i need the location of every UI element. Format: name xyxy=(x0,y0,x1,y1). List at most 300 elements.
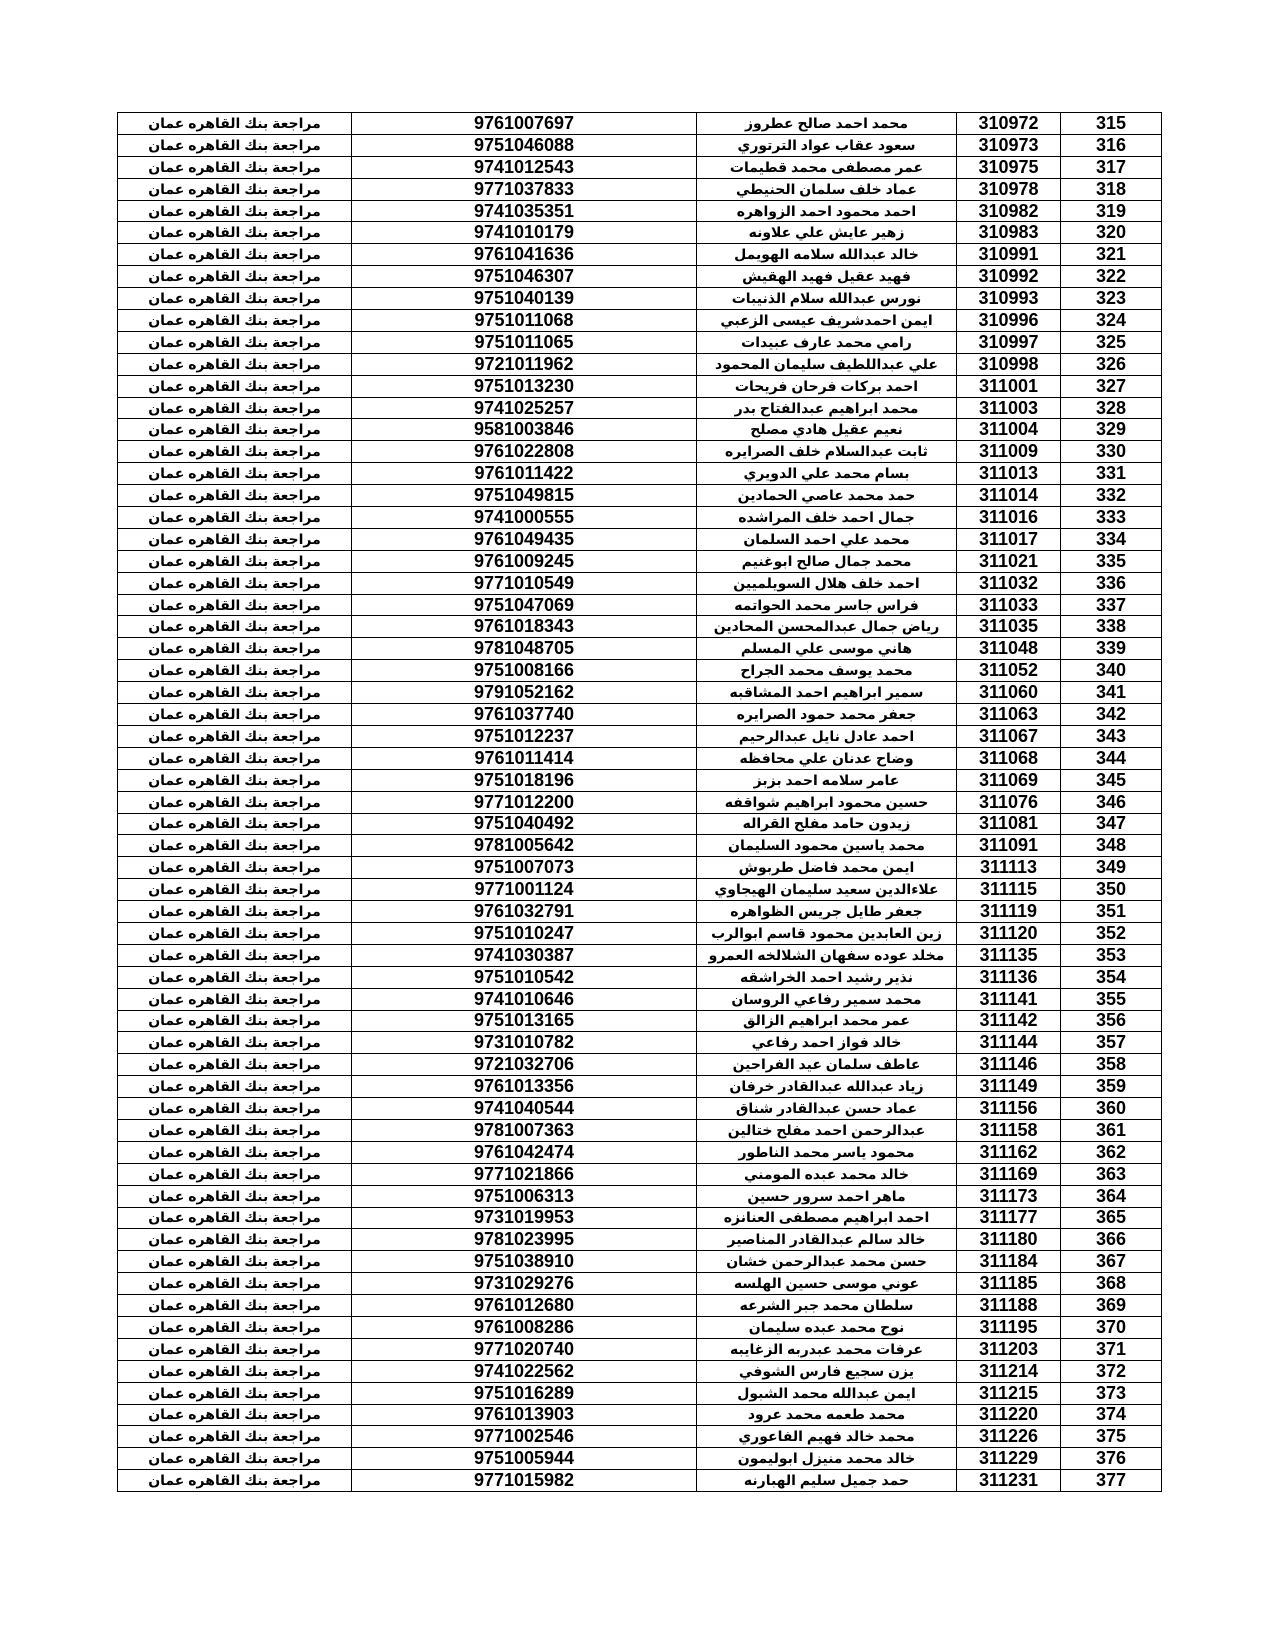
national-id-cell: 9721011962 xyxy=(352,353,697,375)
person-name-cell: حسن محمد عبدالرحمن خشان xyxy=(697,1251,957,1273)
table-row xyxy=(118,572,1162,594)
table-row xyxy=(118,244,1162,266)
review-note-cell: مراجعة بنك القاهره عمان xyxy=(118,572,352,594)
serial-number-cell: 354 xyxy=(1061,966,1162,988)
person-name-cell: زيدون حامد مفلح القراله xyxy=(697,813,957,835)
review-note-cell: مراجعة بنك القاهره عمان xyxy=(118,922,352,944)
person-name-cell: زياد عبدالله عبدالقادر خرفان xyxy=(697,1076,957,1098)
serial-number-cell: 342 xyxy=(1061,704,1162,726)
table-row xyxy=(118,1185,1162,1207)
serial-number-cell: 337 xyxy=(1061,594,1162,616)
serial-number-cell: 326 xyxy=(1061,353,1162,375)
review-note-cell: مراجعة بنك القاهره عمان xyxy=(118,747,352,769)
record-code-cell: 311180 xyxy=(957,1229,1061,1251)
record-code-cell: 311135 xyxy=(957,944,1061,966)
record-code-cell: 311016 xyxy=(957,507,1061,529)
review-note-cell: مراجعة بنك القاهره عمان xyxy=(118,1426,352,1448)
table-row xyxy=(118,1076,1162,1098)
table-row xyxy=(118,1229,1162,1251)
person-name-cell: حسين محمود ابراهيم شواقفه xyxy=(697,791,957,813)
serial-number-cell: 346 xyxy=(1061,791,1162,813)
record-code-cell: 311013 xyxy=(957,463,1061,485)
serial-number-cell: 353 xyxy=(1061,944,1162,966)
serial-number-cell: 361 xyxy=(1061,1119,1162,1141)
serial-number-cell: 368 xyxy=(1061,1273,1162,1295)
record-code-cell: 311226 xyxy=(957,1426,1061,1448)
review-note-cell: مراجعة بنك القاهره عمان xyxy=(118,375,352,397)
table-row xyxy=(118,331,1162,353)
table-row xyxy=(118,353,1162,375)
national-id-cell: 9771010549 xyxy=(352,572,697,594)
serial-number-cell: 325 xyxy=(1061,331,1162,353)
record-code-cell: 311003 xyxy=(957,397,1061,419)
national-id-cell: 9761012680 xyxy=(352,1295,697,1317)
national-id-cell: 9771021866 xyxy=(352,1163,697,1185)
review-note-cell: مراجعة بنك القاهره عمان xyxy=(118,682,352,704)
table-row xyxy=(118,1032,1162,1054)
person-name-cell: حمد محمد عاصي الحمادين xyxy=(697,485,957,507)
record-code-cell: 310993 xyxy=(957,288,1061,310)
table-row xyxy=(118,901,1162,923)
national-id-cell: 9741010179 xyxy=(352,222,697,244)
review-note-cell: مراجعة بنك القاهره عمان xyxy=(118,1273,352,1295)
table-row xyxy=(118,1426,1162,1448)
record-code-cell: 311115 xyxy=(957,879,1061,901)
review-note-cell: مراجعة بنك القاهره عمان xyxy=(118,944,352,966)
national-id-cell: 9761013903 xyxy=(352,1404,697,1426)
review-note-cell: مراجعة بنك القاهره عمان xyxy=(118,966,352,988)
serial-number-cell: 372 xyxy=(1061,1360,1162,1382)
national-id-cell: 9761013356 xyxy=(352,1076,697,1098)
table-row xyxy=(118,1207,1162,1229)
table-row xyxy=(118,463,1162,485)
review-note-cell: مراجعة بنك القاهره عمان xyxy=(118,353,352,375)
review-note-cell: مراجعة بنك القاهره عمان xyxy=(118,222,352,244)
national-id-cell: 9761018343 xyxy=(352,616,697,638)
record-code-cell: 311001 xyxy=(957,375,1061,397)
serial-number-cell: 349 xyxy=(1061,857,1162,879)
table-row xyxy=(118,747,1162,769)
table-row xyxy=(118,1141,1162,1163)
review-note-cell: مراجعة بنك القاهره عمان xyxy=(118,134,352,156)
serial-number-cell: 317 xyxy=(1061,156,1162,178)
national-id-cell: 9751005944 xyxy=(352,1448,697,1470)
table-row xyxy=(118,1098,1162,1120)
national-id-cell: 9731029276 xyxy=(352,1273,697,1295)
national-id-cell: 9761009245 xyxy=(352,550,697,572)
serial-number-cell: 365 xyxy=(1061,1207,1162,1229)
person-name-cell: عمر مصطفى محمد قطيمات xyxy=(697,156,957,178)
serial-number-cell: 327 xyxy=(1061,375,1162,397)
review-note-cell: مراجعة بنك القاهره عمان xyxy=(118,791,352,813)
table-row xyxy=(118,1448,1162,1470)
table-row xyxy=(118,835,1162,857)
national-id-cell: 9751040492 xyxy=(352,813,697,835)
record-code-cell: 311144 xyxy=(957,1032,1061,1054)
serial-number-cell: 358 xyxy=(1061,1054,1162,1076)
record-code-cell: 311033 xyxy=(957,594,1061,616)
national-id-cell: 9761032791 xyxy=(352,901,697,923)
national-id-cell: 9741010646 xyxy=(352,988,697,1010)
serial-number-cell: 316 xyxy=(1061,134,1162,156)
serial-number-cell: 333 xyxy=(1061,507,1162,529)
national-id-cell: 9751007073 xyxy=(352,857,697,879)
review-note-cell: مراجعة بنك القاهره عمان xyxy=(118,1185,352,1207)
table-row xyxy=(118,178,1162,200)
review-note-cell: مراجعة بنك القاهره عمان xyxy=(118,1032,352,1054)
national-id-cell: 9721032706 xyxy=(352,1054,697,1076)
record-code-cell: 311185 xyxy=(957,1273,1061,1295)
review-note-cell: مراجعة بنك القاهره عمان xyxy=(118,879,352,901)
person-name-cell: عبدالرحمن احمد مفلح ختالين xyxy=(697,1119,957,1141)
person-name-cell: علاءالدين سعيد سليمان الهيجاوي xyxy=(697,879,957,901)
table-row xyxy=(118,944,1162,966)
review-note-cell: مراجعة بنك القاهره عمان xyxy=(118,441,352,463)
person-name-cell: هاني موسى علي المسلم xyxy=(697,638,957,660)
review-note-cell: مراجعة بنك القاهره عمان xyxy=(118,485,352,507)
table-row xyxy=(118,966,1162,988)
table-row xyxy=(118,813,1162,835)
national-id-cell: 9751016289 xyxy=(352,1382,697,1404)
person-name-cell: ايمن احمدشريف عيسى الزعبي xyxy=(697,310,957,332)
national-id-cell: 9751038910 xyxy=(352,1251,697,1273)
person-name-cell: ثابت عبدالسلام خلف الصرايره xyxy=(697,441,957,463)
national-id-cell: 9741035351 xyxy=(352,200,697,222)
record-code-cell: 311215 xyxy=(957,1382,1061,1404)
record-code-cell: 311004 xyxy=(957,419,1061,441)
serial-number-cell: 318 xyxy=(1061,178,1162,200)
table-row xyxy=(118,1054,1162,1076)
review-note-cell: مراجعة بنك القاهره عمان xyxy=(118,1119,352,1141)
record-code-cell: 310996 xyxy=(957,310,1061,332)
person-name-cell: عامر سلامه احمد بزبز xyxy=(697,769,957,791)
record-code-cell: 311188 xyxy=(957,1295,1061,1317)
person-name-cell: رياض جمال عبدالمحسن المحادين xyxy=(697,616,957,638)
person-name-cell: فهيد عقيل فهيد الهقيش xyxy=(697,266,957,288)
person-name-cell: وضاح عدنان علي محافظه xyxy=(697,747,957,769)
serial-number-cell: 359 xyxy=(1061,1076,1162,1098)
review-note-cell: مراجعة بنك القاهره عمان xyxy=(118,594,352,616)
review-note-cell: مراجعة بنك القاهره عمان xyxy=(118,660,352,682)
review-note-cell: مراجعة بنك القاهره عمان xyxy=(118,1338,352,1360)
serial-number-cell: 332 xyxy=(1061,485,1162,507)
person-name-cell: محمد يوسف محمد الجراح xyxy=(697,660,957,682)
national-id-cell: 9751010542 xyxy=(352,966,697,988)
review-note-cell: مراجعة بنك القاهره عمان xyxy=(118,1382,352,1404)
person-name-cell: جعفر طايل جريس الظواهره xyxy=(697,901,957,923)
person-name-cell: عرفات محمد عبدربه الزغايبه xyxy=(697,1338,957,1360)
review-note-cell: مراجعة بنك القاهره عمان xyxy=(118,1360,352,1382)
serial-number-cell: 373 xyxy=(1061,1382,1162,1404)
person-name-cell: جعفر محمد حمود الصرايره xyxy=(697,704,957,726)
review-note-cell: مراجعة بنك القاهره عمان xyxy=(118,988,352,1010)
table-row xyxy=(118,1163,1162,1185)
review-note-cell: مراجعة بنك القاهره عمان xyxy=(118,901,352,923)
record-code-cell: 310972 xyxy=(957,113,1061,135)
review-note-cell: مراجعة بنك القاهره عمان xyxy=(118,550,352,572)
table-row xyxy=(118,419,1162,441)
table-row xyxy=(118,550,1162,572)
review-note-cell: مراجعة بنك القاهره عمان xyxy=(118,725,352,747)
national-id-cell: 9781005642 xyxy=(352,835,697,857)
table-row xyxy=(118,288,1162,310)
national-id-cell: 9761042474 xyxy=(352,1141,697,1163)
serial-number-cell: 331 xyxy=(1061,463,1162,485)
record-code-cell: 311214 xyxy=(957,1360,1061,1382)
record-code-cell: 311141 xyxy=(957,988,1061,1010)
serial-number-cell: 376 xyxy=(1061,1448,1162,1470)
serial-number-cell: 335 xyxy=(1061,550,1162,572)
person-name-cell: يزن سجيع فارس الشوفي xyxy=(697,1360,957,1382)
person-name-cell: نورس عبدالله سلام الذنيبات xyxy=(697,288,957,310)
table-row xyxy=(118,1010,1162,1032)
record-code-cell: 311068 xyxy=(957,747,1061,769)
table-row xyxy=(118,507,1162,529)
person-name-cell: رامي محمد عارف عبيدات xyxy=(697,331,957,353)
record-code-cell: 311169 xyxy=(957,1163,1061,1185)
table-row xyxy=(118,1119,1162,1141)
serial-number-cell: 356 xyxy=(1061,1010,1162,1032)
records-table-body xyxy=(118,113,1162,1492)
national-id-cell: 9741030387 xyxy=(352,944,697,966)
table-row xyxy=(118,682,1162,704)
record-code-cell: 310997 xyxy=(957,331,1061,353)
person-name-cell: ايمن محمد فاضل طربوش xyxy=(697,857,957,879)
record-code-cell: 311069 xyxy=(957,769,1061,791)
review-note-cell: مراجعة بنك القاهره عمان xyxy=(118,266,352,288)
record-code-cell: 310973 xyxy=(957,134,1061,156)
national-id-cell: 9771001124 xyxy=(352,879,697,901)
national-id-cell: 9751008166 xyxy=(352,660,697,682)
record-code-cell: 311052 xyxy=(957,660,1061,682)
serial-number-cell: 345 xyxy=(1061,769,1162,791)
record-code-cell: 311173 xyxy=(957,1185,1061,1207)
serial-number-cell: 343 xyxy=(1061,725,1162,747)
person-name-cell: ماهر احمد سرور حسين xyxy=(697,1185,957,1207)
national-id-cell: 9761049435 xyxy=(352,528,697,550)
record-code-cell: 310991 xyxy=(957,244,1061,266)
review-note-cell: مراجعة بنك القاهره عمان xyxy=(118,397,352,419)
table-row xyxy=(118,638,1162,660)
record-code-cell: 311220 xyxy=(957,1404,1061,1426)
table-row xyxy=(118,1470,1162,1492)
serial-number-cell: 338 xyxy=(1061,616,1162,638)
serial-number-cell: 367 xyxy=(1061,1251,1162,1273)
person-name-cell: حمد جميل سليم الهبارنه xyxy=(697,1470,957,1492)
review-note-cell: مراجعة بنك القاهره عمان xyxy=(118,113,352,135)
person-name-cell: احمد خلف هلال السويلميين xyxy=(697,572,957,594)
person-name-cell: زين العابدين محمود قاسم ابوالرب xyxy=(697,922,957,944)
national-id-cell: 9581003846 xyxy=(352,419,697,441)
table-row xyxy=(118,156,1162,178)
table-row xyxy=(118,594,1162,616)
serial-number-cell: 371 xyxy=(1061,1338,1162,1360)
person-name-cell: سمير ابراهيم احمد المشاقبه xyxy=(697,682,957,704)
table-row xyxy=(118,200,1162,222)
table-row xyxy=(118,397,1162,419)
table-row xyxy=(118,879,1162,901)
person-name-cell: محمد ياسين محمود السليمان xyxy=(697,835,957,857)
review-note-cell: مراجعة بنك القاهره عمان xyxy=(118,638,352,660)
person-name-cell: محمود ياسر محمد الناطور xyxy=(697,1141,957,1163)
serial-number-cell: 334 xyxy=(1061,528,1162,550)
table-row xyxy=(118,1295,1162,1317)
record-code-cell: 311120 xyxy=(957,922,1061,944)
person-name-cell: محمد احمد صالح عطروز xyxy=(697,113,957,135)
national-id-cell: 9771002546 xyxy=(352,1426,697,1448)
person-name-cell: بسام محمد علي الدويري xyxy=(697,463,957,485)
national-id-cell: 9761007697 xyxy=(352,113,697,135)
record-code-cell: 311060 xyxy=(957,682,1061,704)
serial-number-cell: 323 xyxy=(1061,288,1162,310)
national-id-cell: 9751049815 xyxy=(352,485,697,507)
table-row xyxy=(118,1316,1162,1338)
review-note-cell: مراجعة بنك القاهره عمان xyxy=(118,704,352,726)
person-name-cell: احمد بركات فرحان فريحات xyxy=(697,375,957,397)
table-row xyxy=(118,791,1162,813)
review-note-cell: مراجعة بنك القاهره عمان xyxy=(118,1448,352,1470)
person-name-cell: احمد ابراهيم مصطفى العنانزه xyxy=(697,1207,957,1229)
table-row xyxy=(118,222,1162,244)
record-code-cell: 310992 xyxy=(957,266,1061,288)
person-name-cell: عوني موسى حسين الهلسه xyxy=(697,1273,957,1295)
review-note-cell: مراجعة بنك القاهره عمان xyxy=(118,1470,352,1492)
table-row xyxy=(118,375,1162,397)
record-code-cell: 311076 xyxy=(957,791,1061,813)
person-name-cell: محمد سمير رفاعي الروسان xyxy=(697,988,957,1010)
national-id-cell: 9751011065 xyxy=(352,331,697,353)
record-code-cell: 311149 xyxy=(957,1076,1061,1098)
person-name-cell: زهير عايش علي علاونه xyxy=(697,222,957,244)
serial-number-cell: 329 xyxy=(1061,419,1162,441)
review-note-cell: مراجعة بنك القاهره عمان xyxy=(118,200,352,222)
table-row xyxy=(118,310,1162,332)
record-code-cell: 311156 xyxy=(957,1098,1061,1120)
national-id-cell: 9751006313 xyxy=(352,1185,697,1207)
review-note-cell: مراجعة بنك القاهره عمان xyxy=(118,331,352,353)
national-id-cell: 9771020740 xyxy=(352,1338,697,1360)
serial-number-cell: 319 xyxy=(1061,200,1162,222)
review-note-cell: مراجعة بنك القاهره عمان xyxy=(118,769,352,791)
review-note-cell: مراجعة بنك القاهره عمان xyxy=(118,835,352,857)
person-name-cell: عمر محمد ابراهيم الزالق xyxy=(697,1010,957,1032)
person-name-cell: محمد طعمه محمد عرود xyxy=(697,1404,957,1426)
person-name-cell: محمد جمال صالح ابوغنيم xyxy=(697,550,957,572)
record-code-cell: 311229 xyxy=(957,1448,1061,1470)
review-note-cell: مراجعة بنك القاهره عمان xyxy=(118,463,352,485)
record-code-cell: 311014 xyxy=(957,485,1061,507)
person-name-cell: جمال احمد خلف المراشده xyxy=(697,507,957,529)
table-row xyxy=(118,704,1162,726)
review-note-cell: مراجعة بنك القاهره عمان xyxy=(118,813,352,835)
national-id-cell: 9771037833 xyxy=(352,178,697,200)
record-code-cell: 311119 xyxy=(957,901,1061,923)
national-id-cell: 9731010782 xyxy=(352,1032,697,1054)
table-row xyxy=(118,441,1162,463)
review-note-cell: مراجعة بنك القاهره عمان xyxy=(118,1251,352,1273)
review-note-cell: مراجعة بنك القاهره عمان xyxy=(118,1404,352,1426)
table-row xyxy=(118,113,1162,135)
review-note-cell: مراجعة بنك القاهره عمان xyxy=(118,1141,352,1163)
serial-number-cell: 377 xyxy=(1061,1470,1162,1492)
serial-number-cell: 355 xyxy=(1061,988,1162,1010)
table-row xyxy=(118,660,1162,682)
person-name-cell: عاطف سلمان عيد الفراحين xyxy=(697,1054,957,1076)
review-note-cell: مراجعة بنك القاهره عمان xyxy=(118,1207,352,1229)
serial-number-cell: 366 xyxy=(1061,1229,1162,1251)
table-row xyxy=(118,134,1162,156)
national-id-cell: 9751013165 xyxy=(352,1010,697,1032)
record-code-cell: 311035 xyxy=(957,616,1061,638)
table-row xyxy=(118,725,1162,747)
review-note-cell: مراجعة بنك القاهره عمان xyxy=(118,1295,352,1317)
national-id-cell: 9751046088 xyxy=(352,134,697,156)
record-code-cell: 311067 xyxy=(957,725,1061,747)
record-code-cell: 310982 xyxy=(957,200,1061,222)
review-note-cell: مراجعة بنك القاهره عمان xyxy=(118,1076,352,1098)
review-note-cell: مراجعة بنك القاهره عمان xyxy=(118,1163,352,1185)
national-id-cell: 9751047069 xyxy=(352,594,697,616)
national-id-cell: 9761037740 xyxy=(352,704,697,726)
serial-number-cell: 351 xyxy=(1061,901,1162,923)
serial-number-cell: 341 xyxy=(1061,682,1162,704)
table-row xyxy=(118,485,1162,507)
record-code-cell: 311184 xyxy=(957,1251,1061,1273)
review-note-cell: مراجعة بنك القاهره عمان xyxy=(118,1098,352,1120)
national-id-cell: 9751040139 xyxy=(352,288,697,310)
national-id-cell: 9771015982 xyxy=(352,1470,697,1492)
serial-number-cell: 350 xyxy=(1061,879,1162,901)
person-name-cell: نعيم عقيل هادي مصلح xyxy=(697,419,957,441)
table-row xyxy=(118,857,1162,879)
record-code-cell: 310975 xyxy=(957,156,1061,178)
serial-number-cell: 330 xyxy=(1061,441,1162,463)
national-id-cell: 9741025257 xyxy=(352,397,697,419)
national-id-cell: 9751010247 xyxy=(352,922,697,944)
person-name-cell: نوح محمد عبده سليمان xyxy=(697,1316,957,1338)
serial-number-cell: 340 xyxy=(1061,660,1162,682)
national-id-cell: 9761008286 xyxy=(352,1316,697,1338)
table-row xyxy=(118,1404,1162,1426)
serial-number-cell: 363 xyxy=(1061,1163,1162,1185)
table-row xyxy=(118,1251,1162,1273)
national-id-cell: 9761022808 xyxy=(352,441,697,463)
person-name-cell: خالد عبدالله سلامه الهويمل xyxy=(697,244,957,266)
person-name-cell: سعود عقاب عواد الترتوري xyxy=(697,134,957,156)
person-name-cell: خالد سالم عبدالقادر المناصير xyxy=(697,1229,957,1251)
record-code-cell: 311032 xyxy=(957,572,1061,594)
national-id-cell: 9771012200 xyxy=(352,791,697,813)
serial-number-cell: 320 xyxy=(1061,222,1162,244)
national-id-cell: 9751013230 xyxy=(352,375,697,397)
person-name-cell: مخلد عوده سفهان الشلالخه العمرو xyxy=(697,944,957,966)
national-id-cell: 9781007363 xyxy=(352,1119,697,1141)
person-name-cell: احمد محمود احمد الزواهره xyxy=(697,200,957,222)
records-table xyxy=(117,112,1162,1492)
serial-number-cell: 375 xyxy=(1061,1426,1162,1448)
table-row xyxy=(118,528,1162,550)
table-row xyxy=(118,1360,1162,1382)
table-row xyxy=(118,1382,1162,1404)
record-code-cell: 311231 xyxy=(957,1470,1061,1492)
national-id-cell: 9761041636 xyxy=(352,244,697,266)
record-code-cell: 311009 xyxy=(957,441,1061,463)
national-id-cell: 9761011422 xyxy=(352,463,697,485)
national-id-cell: 9741012543 xyxy=(352,156,697,178)
serial-number-cell: 370 xyxy=(1061,1316,1162,1338)
review-note-cell: مراجعة بنك القاهره عمان xyxy=(118,178,352,200)
record-code-cell: 311113 xyxy=(957,857,1061,879)
